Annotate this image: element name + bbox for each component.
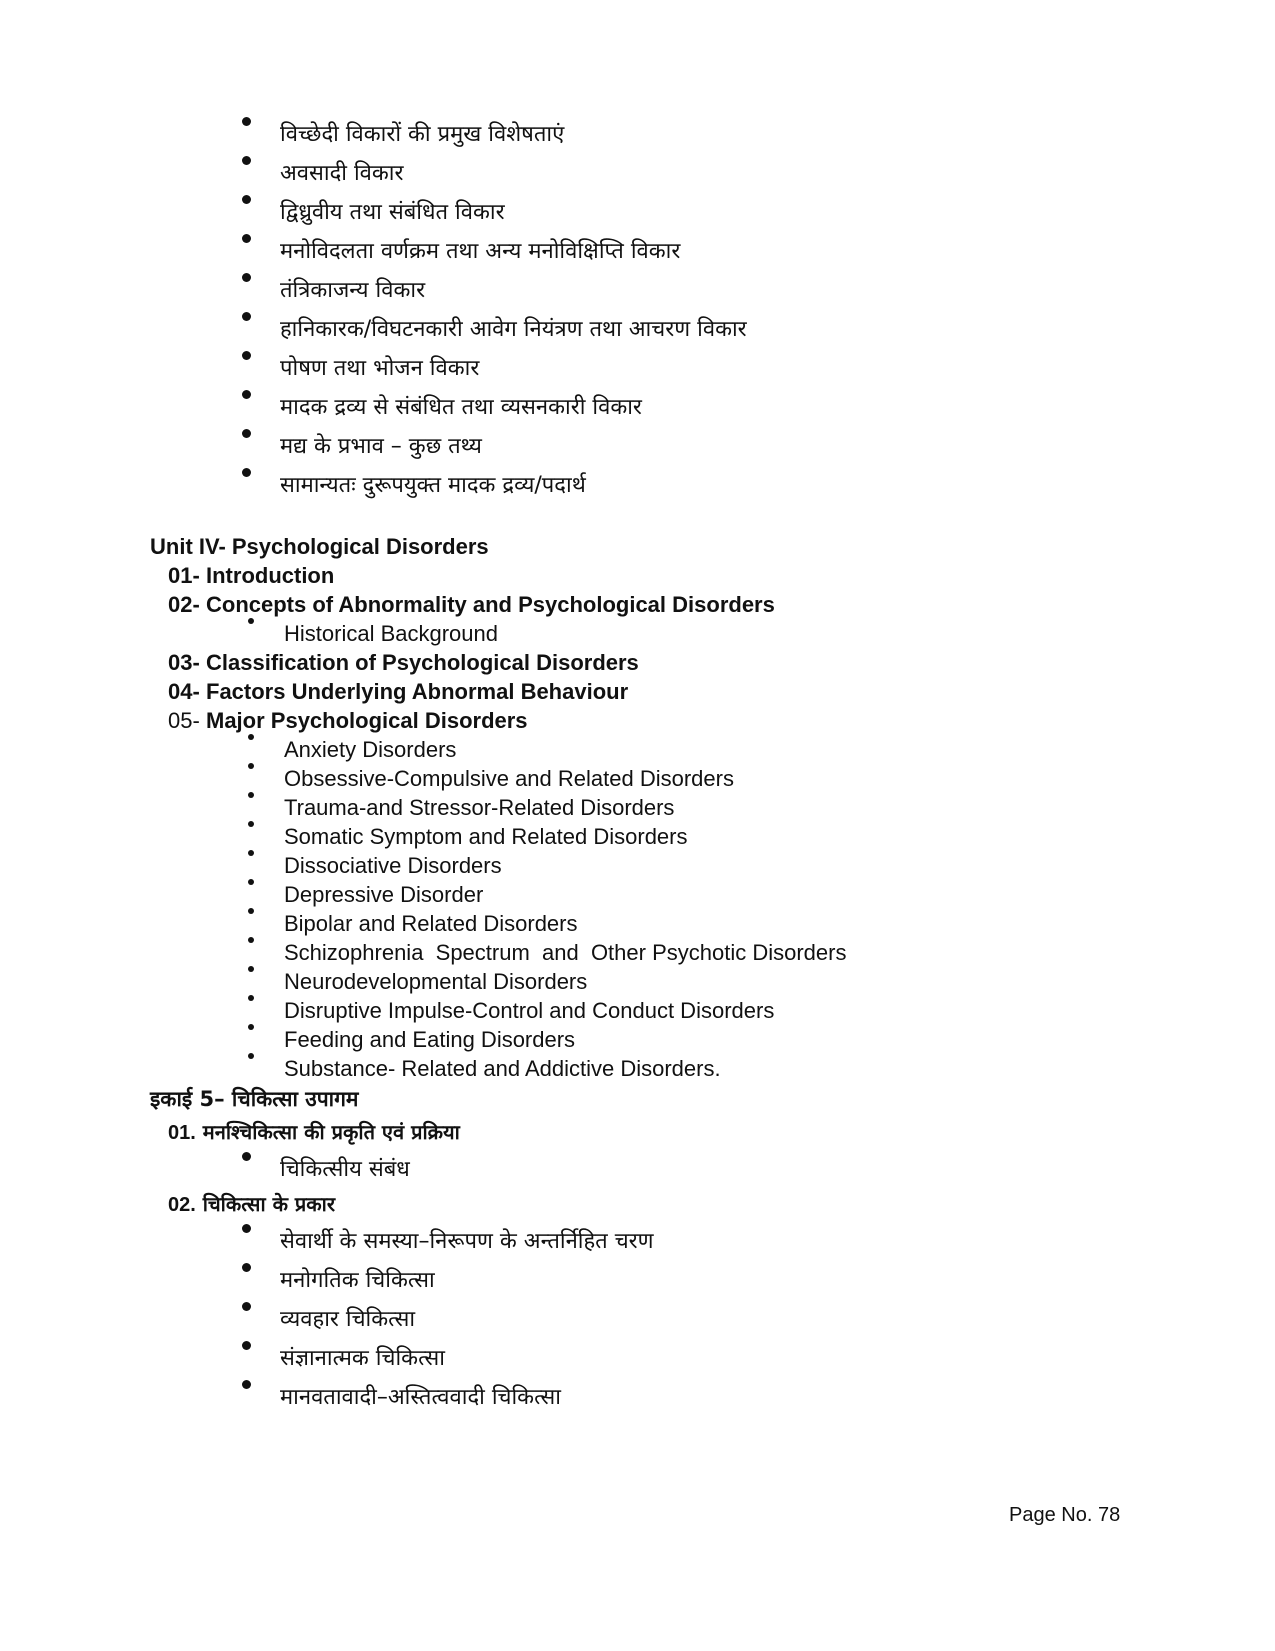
section-number: 02. <box>168 1194 196 1216</box>
list-item-text: Dissociative Disorders <box>284 853 502 878</box>
section-title: चिकित्सा के प्रकार <box>202 1192 336 1216</box>
bullet-icon <box>242 1341 251 1350</box>
list-item-text: व्यवहार चिकित्सा <box>280 1307 416 1332</box>
list-item-text: मद्य के प्रभाव – कुछ तथ्य <box>280 434 482 459</box>
page-number: Page No. 78 <box>1009 1504 1121 1526</box>
list-item-text: चिकित्सीय संबंध <box>280 1157 410 1182</box>
list-item-text: मनोविदलता वर्णक्रम तथा अन्य मनोविक्षिप्ति विकार <box>280 239 681 264</box>
section-title: Factors Underlying Abnormal Behaviour <box>206 679 629 704</box>
list-item-text: Neurodevelopmental Disorders <box>284 969 588 994</box>
bullet-icon <box>248 908 254 914</box>
bullet-icon <box>248 966 254 972</box>
bullet-icon <box>248 1024 254 1030</box>
bullet-icon <box>248 937 254 943</box>
bullet-icon <box>248 1053 254 1059</box>
section-number: 01. <box>168 1122 196 1144</box>
section-number: 01- <box>168 563 200 588</box>
unit-4-title: Unit IV- Psychological Disorders <box>150 534 489 559</box>
bullet-icon <box>242 156 251 165</box>
section-number: 02- <box>168 592 200 617</box>
section-heading <box>168 707 528 735</box>
list-item-text: Anxiety Disorders <box>284 737 457 762</box>
list-item-text: हानिकारक/विघटनकारी आवेग नियंत्रण तथा आचरण विकार <box>280 317 747 342</box>
bullet-icon <box>242 195 251 204</box>
section-heading <box>168 649 639 677</box>
section-heading <box>168 591 775 619</box>
section-number: 03- <box>168 650 200 675</box>
list-item-text: Historical Background <box>284 621 498 646</box>
section-title: Concepts of Abnormality and Psychological Disorders <box>206 592 775 617</box>
section-title: मनश्चिकित्सा की प्रकृति एवं प्रक्रिया <box>202 1120 460 1144</box>
bullet-icon <box>242 468 251 477</box>
list-item-text: Depressive Disorder <box>284 882 484 907</box>
section-title: Classification of Psychological Disorders <box>206 650 639 675</box>
list-item-text: पोषण तथा भोजन विकार <box>280 356 480 381</box>
section-number: 05- <box>168 708 200 733</box>
section-heading <box>168 1190 335 1219</box>
bullet-icon <box>248 618 254 624</box>
list-item-text: Trauma-and Stressor-Related Disorders <box>284 795 675 820</box>
list-item-text: Feeding and Eating Disorders <box>284 1027 576 1052</box>
section-title: Introduction <box>206 563 335 588</box>
list-item-text: Somatic Symptom and Related Disorders <box>284 824 688 849</box>
list-item-text: सेवार्थी के समस्या–निरूपण के अन्तर्निहित चरण <box>280 1229 654 1254</box>
bullet-icon <box>248 792 254 798</box>
bullet-icon <box>242 429 251 438</box>
list-item-text: सामान्यतः दुरूपयुक्त मादक द्रव्य/पदार्थ <box>280 473 586 498</box>
section-title: Major Psychological Disorders <box>206 708 528 733</box>
list-item-text: संज्ञानात्मक चिकित्सा <box>280 1346 445 1371</box>
bullet-icon <box>248 763 254 769</box>
bullet-icon <box>242 273 251 282</box>
list-item-text: विच्छेदी विकारों की प्रमुख विशेषताएं <box>280 122 565 147</box>
bullet-icon <box>242 1152 251 1161</box>
bullet-icon <box>242 1224 251 1233</box>
bullet-icon <box>242 1263 251 1272</box>
section-heading <box>168 1118 460 1147</box>
bullet-icon <box>248 734 254 740</box>
unit-5-title: इकाई 5– चिकित्सा उपागम <box>150 1087 359 1111</box>
bullet-icon <box>242 1302 251 1311</box>
list-item-text: मानवतावादी–अस्तित्ववादी चिकित्सा <box>280 1385 561 1410</box>
section-heading <box>168 678 628 706</box>
bullet-icon <box>242 117 251 126</box>
section-heading <box>168 562 334 590</box>
bullet-icon <box>242 312 251 321</box>
bullet-icon <box>248 850 254 856</box>
section-number: 04- <box>168 679 200 704</box>
bullet-icon <box>248 879 254 885</box>
list-item-text: मनोगतिक चिकित्सा <box>280 1268 435 1293</box>
list-item-text: तंत्रिकाजन्य विकार <box>280 278 426 303</box>
bullet-icon <box>248 821 254 827</box>
list-item-text: Obsessive-Compulsive and Related Disorders <box>284 766 734 791</box>
list-item-text: द्विध्रुवीय तथा संबंधित विकार <box>280 200 505 225</box>
bullet-icon <box>242 351 251 360</box>
bullet-icon <box>248 995 254 1001</box>
list-item-text: Schizophrenia Spectrum and Other Psychotic Disorders <box>284 940 847 965</box>
list-item-text: Substance- Related and Addictive Disorders. <box>284 1056 721 1081</box>
bullet-icon <box>242 234 251 243</box>
bullet-icon <box>242 390 251 399</box>
list-item-text: मादक द्रव्य से संबंधित तथा व्यसनकारी विकार <box>280 395 642 420</box>
list-item-text: Disruptive Impulse-Control and Conduct Disorders <box>284 998 775 1023</box>
bullet-icon <box>242 1380 251 1389</box>
list-item-text: अवसादी विकार <box>280 161 404 186</box>
list-item-text: Bipolar and Related Disorders <box>284 911 578 936</box>
